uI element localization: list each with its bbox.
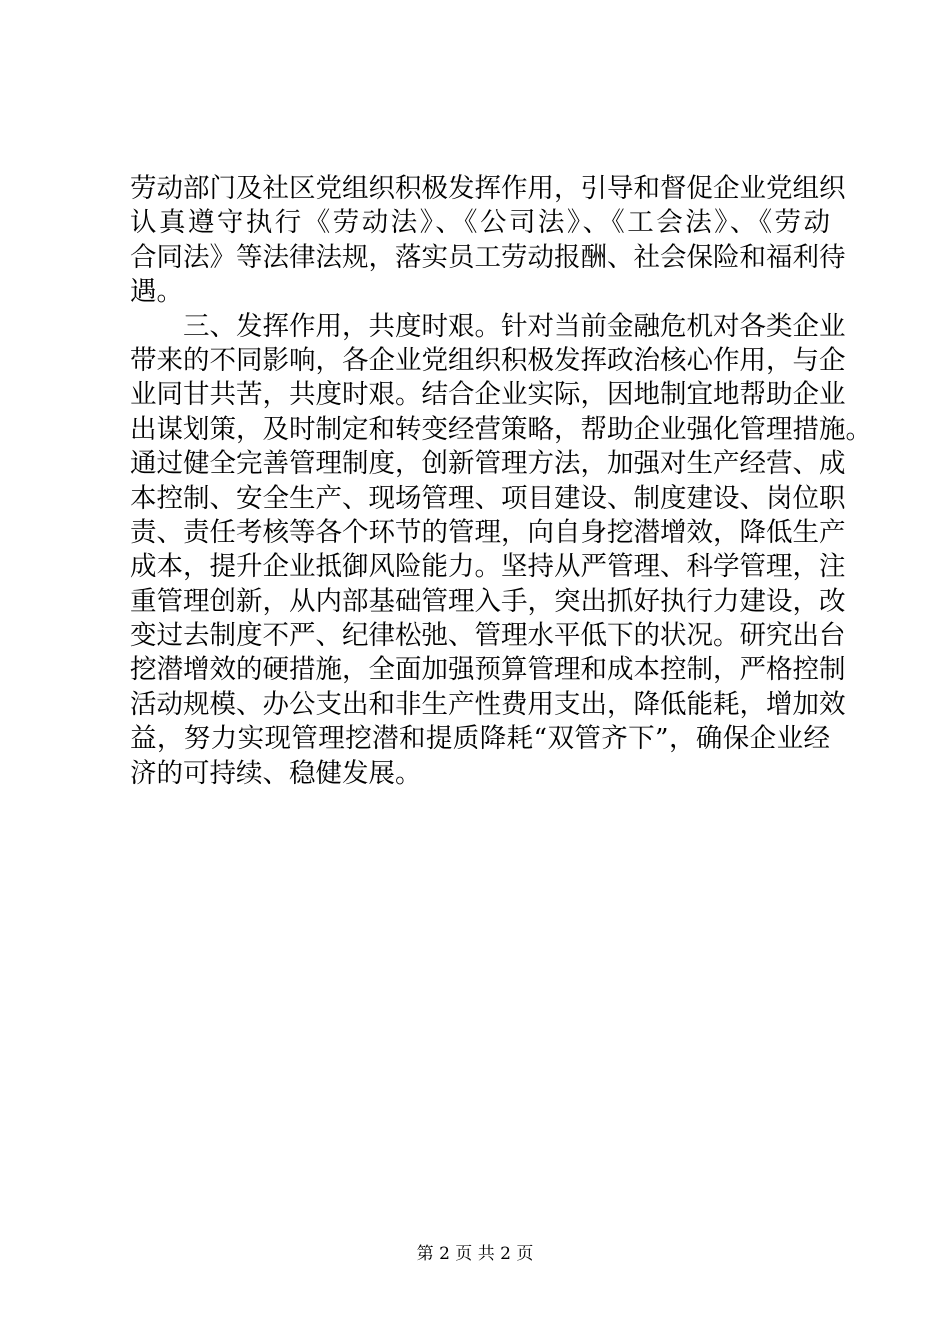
text-line: 通过健全完善管理制度，创新管理方法，加强对生产经营、成: [130, 448, 846, 480]
text-line: 重管理创新，从内部基础管理入手，突出抓好执行力建设，改: [130, 585, 846, 617]
text-line: 认真遵守执行《劳动法》、《公司法》、《工会法》、《劳动: [130, 207, 830, 239]
text-line: 出谋划策，及时制定和转变经营策略，帮助企业强化管理措施。: [130, 413, 872, 445]
text-line: 劳动部门及社区党组织积极发挥作用，引导和督促企业党组织: [130, 173, 846, 204]
document-body: [130, 172, 872, 791]
text-line: 遇。: [130, 276, 183, 308]
text-line: 挖潜增效的硬措施，全面加强预算管理和成本控制，严格控制: [130, 654, 846, 686]
text-line: 本控制、安全生产、现场管理、项目建设、制度建设、岗位职: [130, 482, 846, 514]
text-line: 益，努力实现管理挖潜和提质降耗“双管齐下”，确保企业经: [130, 723, 830, 755]
text-line: 责、责任考核等各个环节的管理，向自身挖潜增效，降低生产: [130, 516, 846, 548]
text-line: 变过去制度不严、纪律松弛、管理水平低下的状况。研究出台: [130, 620, 846, 652]
text-line: 三、发挥作用，共度时艰。针对当前金融危机对各类企业: [130, 310, 846, 342]
page-number-footer: 第 2 页 共 2 页: [416, 1244, 534, 1264]
text-line: 合同法》等法律法规，落实员工劳动报酬、社会保险和福利待: [130, 241, 846, 273]
text-line: 业同甘共苦，共度时艰。结合企业实际，因地制宜地帮助企业: [130, 379, 846, 411]
text-line: 济的可持续、稳健发展。: [130, 757, 422, 789]
text-line: 活动规模、办公支出和非生产性费用支出，降低能耗，增加效: [130, 688, 846, 720]
text-line: 成本，提升企业抵御风险能力。坚持从严管理、科学管理，注: [130, 551, 846, 583]
text-line: 带来的不同影响，各企业党组织积极发挥政治核心作用，与企: [130, 344, 846, 376]
